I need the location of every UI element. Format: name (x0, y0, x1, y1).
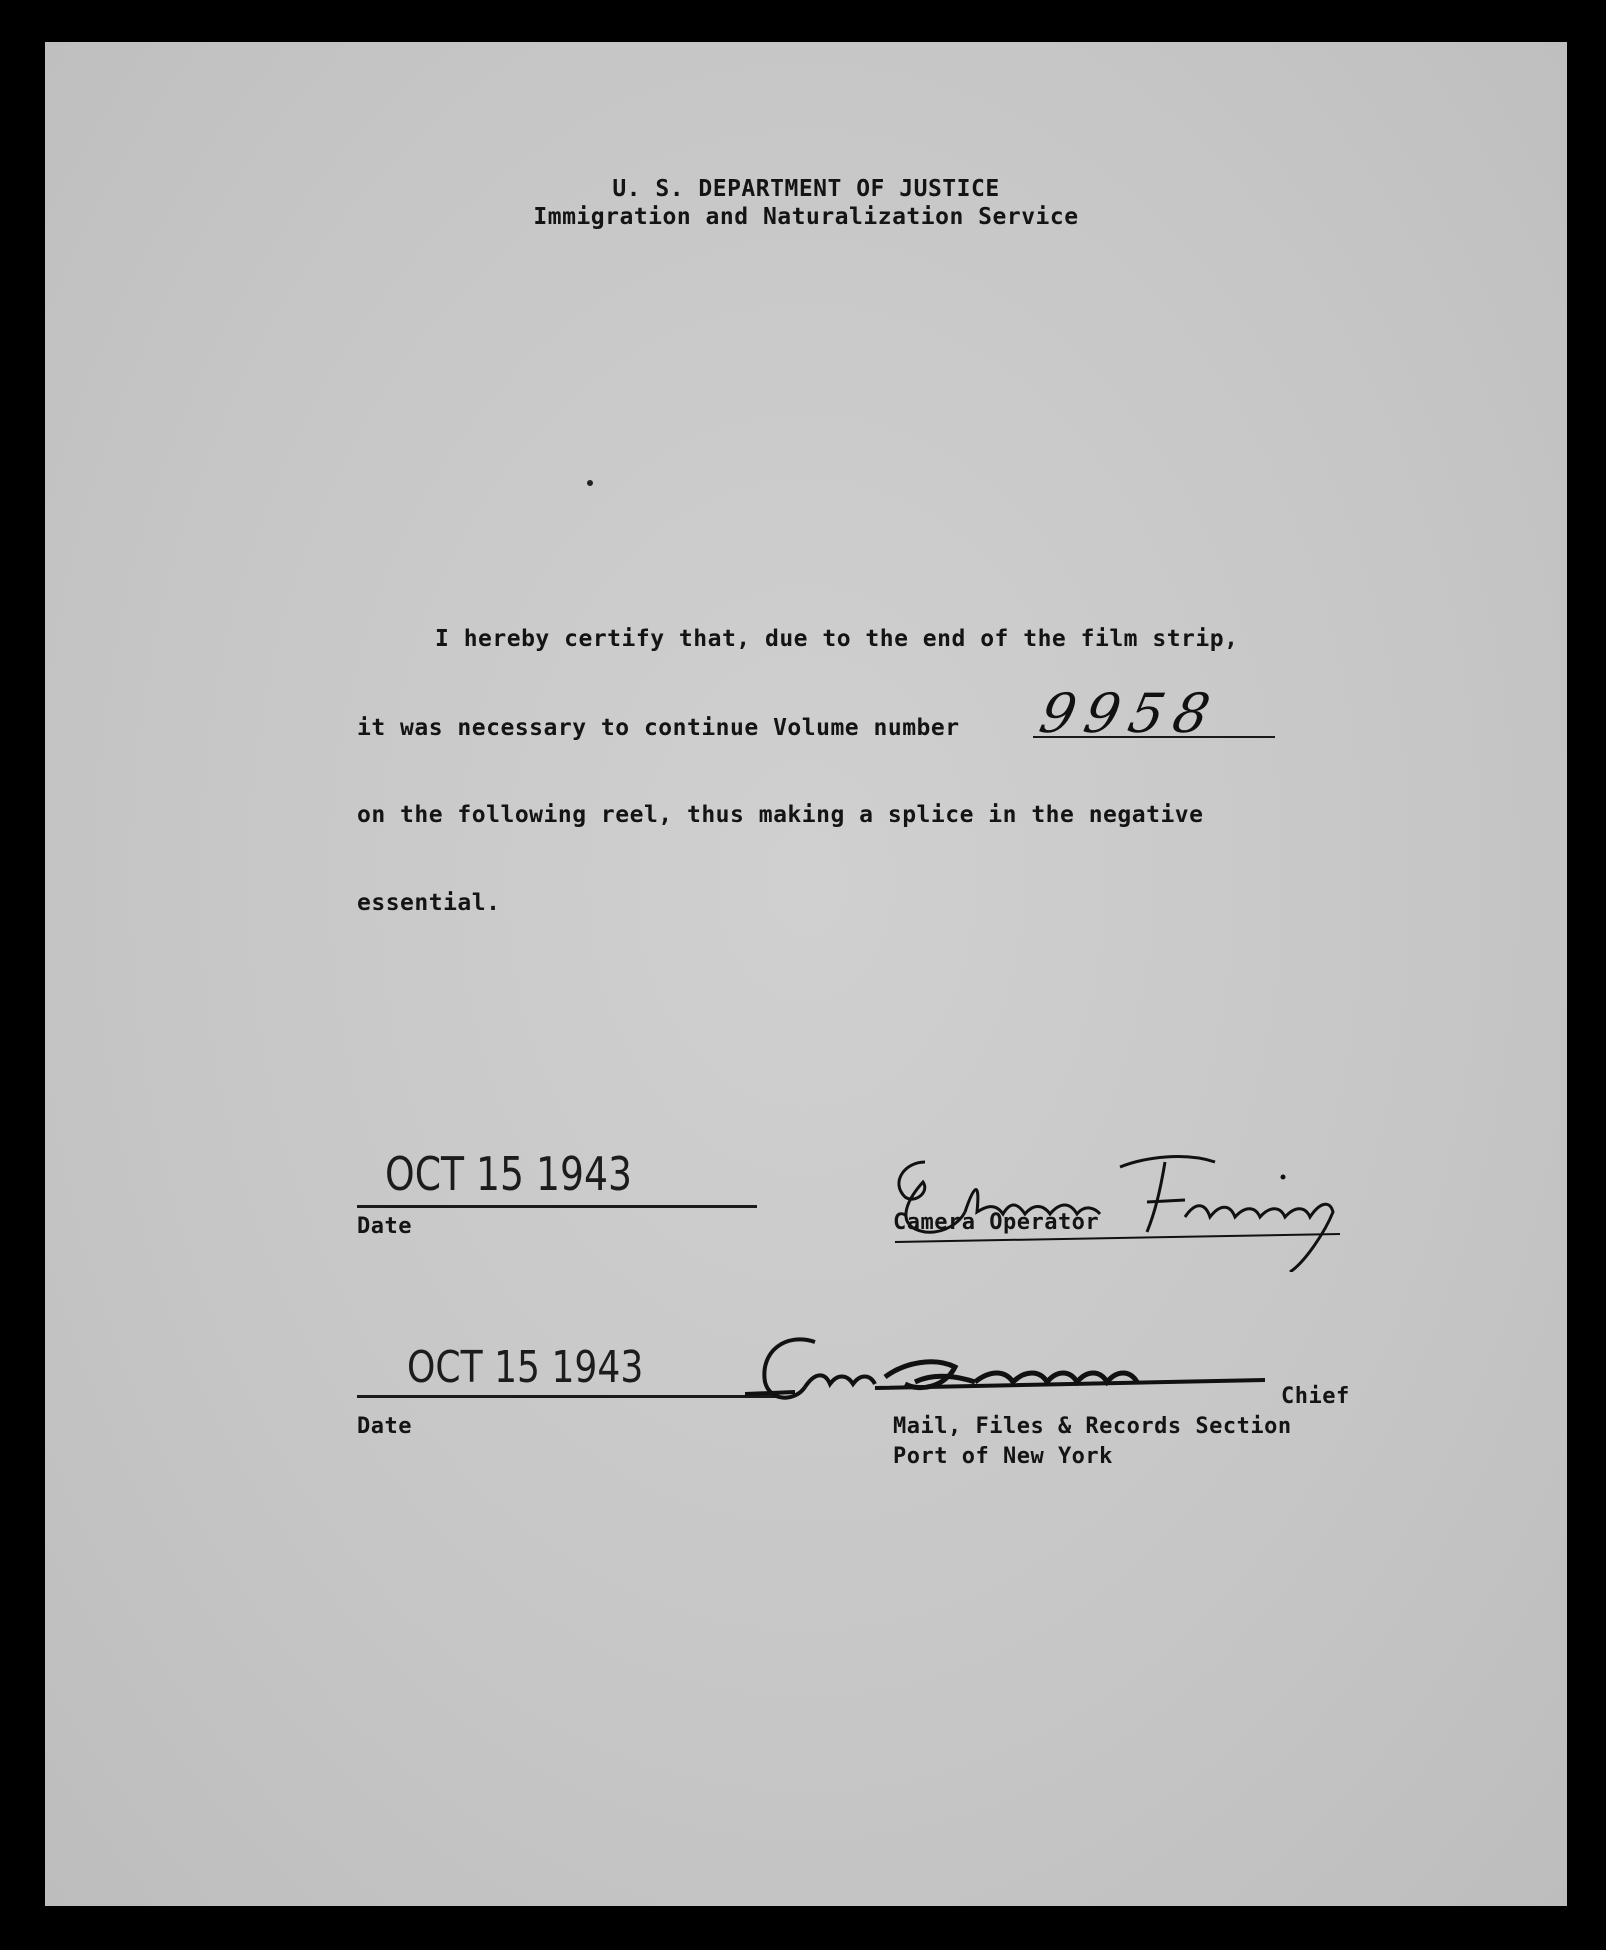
chief-date-stamp: OCT 15 1943 (407, 1342, 644, 1393)
camera-operator-label: Camera Operator (893, 1210, 1100, 1235)
chief-section-label: Mail, Files & Records Section (893, 1414, 1292, 1439)
certification-line-1: I hereby certify that, due to the end of the film strip, (435, 626, 1239, 652)
certification-line-3: on the following reel, thus making a splice in the negative (357, 802, 1204, 828)
certification-line-2: it was necessary to continue Volume number (357, 715, 960, 741)
camera-date-label: Date (357, 1214, 412, 1239)
ink-speck (587, 480, 593, 486)
camera-operator-signature (885, 1122, 1355, 1272)
department-heading: U. S. DEPARTMENT OF JUSTICE (612, 176, 1000, 202)
chief-date-label: Date (357, 1414, 412, 1439)
camera-date-line (357, 1205, 757, 1208)
chief-title-label: Chief (1281, 1384, 1350, 1409)
volume-number-handwritten: 9958 (1034, 682, 1226, 745)
camera-date-stamp: OCT 15 1943 (385, 1147, 633, 1201)
certification-line-4: essential. (357, 890, 501, 916)
chief-port-label: Port of New York (893, 1444, 1113, 1469)
chief-signature (745, 1322, 1265, 1422)
service-heading: Immigration and Naturalization Service (533, 204, 1079, 230)
document-page (45, 42, 1567, 1906)
chief-date-line (357, 1395, 777, 1398)
